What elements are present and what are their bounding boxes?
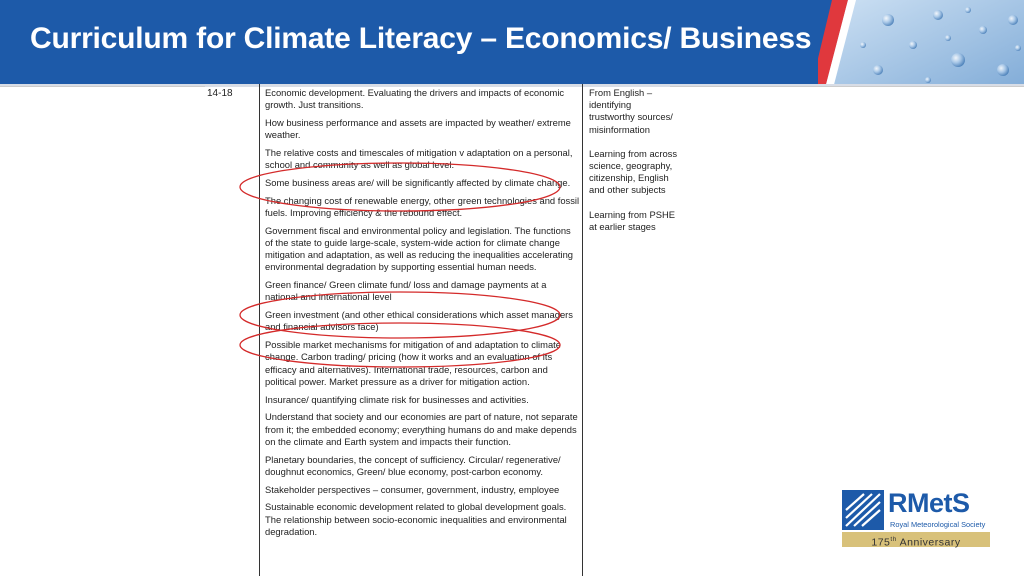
topic-item: Sustainable economic development related to global development goals. The relationship between socio-economic inequalities and environmental degradation. [265, 501, 567, 537]
topic-item: Insurance/ quantifying climate risk for businesses and activities. [265, 393, 529, 405]
rmets-logo [842, 490, 992, 550]
topic-item: Economic development. Evaluating the drivers and impacts of economic growth. Just transitions. [265, 87, 565, 111]
cross-curricular-links-column [589, 87, 679, 245]
table-row-divider [0, 86, 205, 87]
topic-item: The relative costs and timescales of mitigation v adaptation on a personal, school and community as well as global level. [265, 147, 573, 171]
link-item: Learning from across science, geography, citizenship, English and other subjects [589, 147, 678, 196]
anniversary-word: Anniversary [899, 536, 961, 549]
topic-item: Understand that society and our economies are part of nature, not separate from it; the embedded economy; everything humans do and make depends on the climate and Earth system and impacts their function. [265, 411, 578, 447]
topic-item: Possible market mechanisms for mitigation of and adaptation to climate change. Carbon trading/ pricing (how it works and an evaluation of its efficacy and alternatives). International trade, resources, carbon and political power. Market pressure as a driver for mitigation action. [265, 339, 561, 387]
topic-item: The changing cost of renewable energy, other green technologies and fossil fuels. Improving efficiency & the rebound effect. [265, 194, 580, 218]
age-range-label: 14-18 [207, 88, 233, 99]
topic-item: Stakeholder perspectives – consumer, government, industry, employee [265, 483, 560, 495]
topic-item: Government fiscal and environmental policy and legislation. The functions of the state to guide large-scale, system-wide action for climate change mitigation and adaptation, as well as reducing the inequalities accelerating environmental degradation by supporting essential human needs. [265, 224, 574, 273]
water-droplets-image [818, 0, 1024, 84]
header-banner [0, 0, 1024, 84]
topic-item: Green finance/ Green climate fund/ loss and damage payments at a national and international level [265, 279, 547, 303]
topic-item: Planetary boundaries, the concept of sufficiency. Circular/ regenerative/ doughnut economics, Green/ blue economy, post-carbon economy. [265, 453, 561, 477]
topics-column [265, 87, 581, 544]
rmets-emblem-icon [842, 490, 884, 530]
page-title: Curriculum for Climate Literacy – Economics/ Business [30, 22, 812, 55]
anniversary-suffix: th [890, 536, 897, 543]
table-column-divider [582, 84, 583, 576]
logo-subtitle: Royal Meteorological Society [890, 520, 986, 529]
topic-item: How business performance and assets are impacted by weather/ extreme weather. [265, 117, 571, 141]
anniversary-number: 175 [871, 536, 891, 549]
topic-item: Green investment (and other ethical considerations which asset managers and financial advisors face) [265, 309, 573, 333]
logo-name: RMetS [888, 488, 970, 518]
table-column-divider [259, 84, 260, 576]
table-row-divider [670, 86, 1024, 87]
anniversary-banner [842, 532, 990, 547]
link-item: From English – identifying trustworthy sources/ misinformation [589, 87, 673, 135]
link-item: Learning from PSHE at earlier stages [589, 208, 675, 232]
topic-item: Some business areas are/ will be significantly affected by climate change. [265, 177, 571, 188]
